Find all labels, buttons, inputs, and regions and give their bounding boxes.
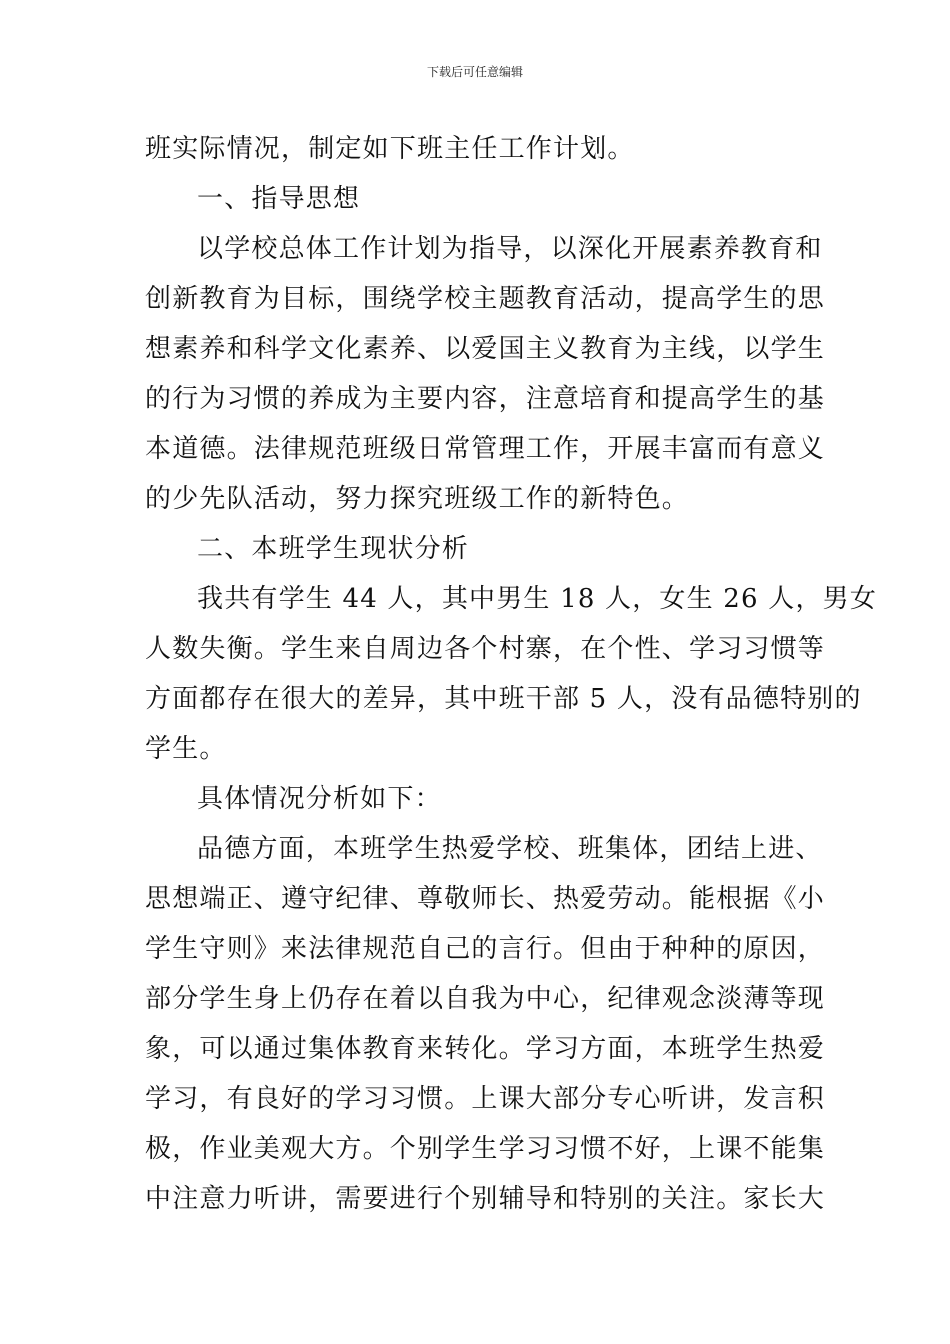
paragraph-line: 创新教育为目标，围绕学校主题教育活动，提高学生的思	[145, 284, 826, 314]
paragraph-line: 想素养和科学文化素养、以爱国主义教育为主线，以学生	[145, 334, 826, 364]
paragraph-line: 我共有学生 44 人，其中男生 18 人，女生 26 人，男女	[197, 584, 878, 614]
paragraph-line: 学生守则》来法律规范自己的言行。但由于种种的原因，	[145, 934, 826, 964]
paragraph-line: 极，作业美观大方。个别学生学习习惯不好，上课不能集	[145, 1134, 826, 1164]
paragraph-line: 方面都存在很大的差异，其中班干部 5 人，没有品德特别的	[145, 684, 862, 714]
paragraph-line: 具体情况分析如下：	[197, 784, 442, 814]
page-header-note: 下载后可任意编辑	[426, 65, 523, 79]
paragraph-line: 思想端正、遵守纪律、尊敬师长、热爱劳动。能根据《小	[145, 884, 826, 914]
paragraph-line: 以学校总体工作计划为指导，以深化开展素养教育和	[197, 234, 823, 264]
paragraph-line: 本道德。法律规范班级日常管理工作，开展丰富而有意义	[145, 434, 826, 464]
paragraph-line: 中注意力听讲，需要进行个别辅导和特别的关注。家长大	[145, 1184, 826, 1214]
paragraph-line: 学生。	[145, 734, 227, 764]
section-heading-guiding-thought: 一、指导思想	[197, 184, 361, 214]
paragraph-line: 的少先队活动，努力探究班级工作的新特色。	[145, 484, 690, 514]
paragraph-line: 部分学生身上仍存在着以自我为中心，纪律观念淡薄等现	[145, 984, 826, 1014]
text-line: 班实际情况，制定如下班主任工作计划。	[145, 134, 635, 164]
paragraph-line: 学习，有良好的学习习惯。上课大部分专心听讲，发言积	[145, 1084, 826, 1114]
paragraph-line: 象，可以通过集体教育来转化。学习方面，本班学生热爱	[145, 1034, 826, 1064]
section-heading-class-analysis: 二、本班学生现状分析	[197, 534, 470, 564]
paragraph-line: 品德方面，本班学生热爱学校、班集体，团结上进、	[197, 834, 823, 864]
paragraph-line: 人数失衡。学生来自周边各个村寨，在个性、学习习惯等	[145, 634, 826, 664]
paragraph-line: 的行为习惯的养成为主要内容，注意培育和提高学生的基	[145, 384, 826, 414]
